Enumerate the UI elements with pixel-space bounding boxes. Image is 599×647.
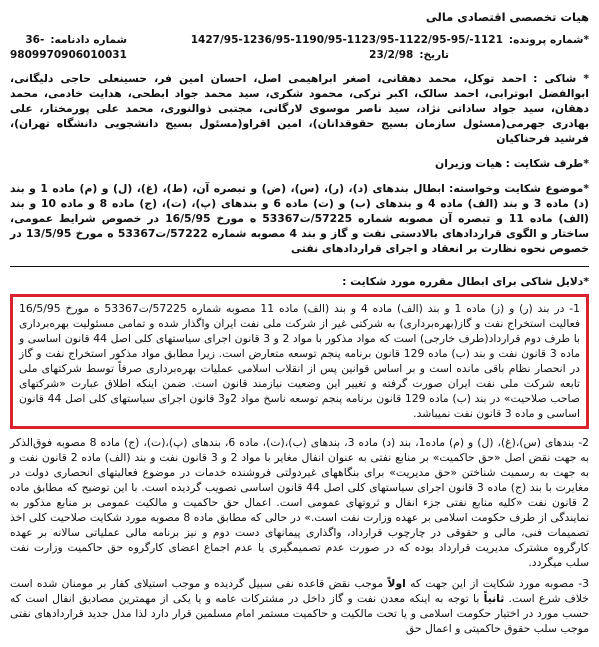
page-title: هیات تخصصی اقتصادی مالی xyxy=(425,10,589,24)
case-number-label: *شماره پرونده: xyxy=(508,34,589,46)
complainants-label: * شاکی : xyxy=(533,72,589,85)
paragraph-3-secondly: ثانیاً xyxy=(483,592,505,605)
complainants-text: احمد توکل، محمد دهقانی، اصغر ابراهیمی اصل، احسان امین فر، حسینعلی حاجی دلیگانی، ابوالفضل ابوترابی، احمد سالک، اکبر ترکی، محمود شکری، سید محمد جواد ابطحی، هدایت خادمی، محمد دهقان، سید جواد ساداتی نژاد، سید ناصر موسوی لارگانی، مجتبی ذوالنوری، محمد علی پورمختار، علی بهادری جهرمی(مسئول سازمان بسیج حقوقدانان)، امین اقراو(مسئول بسیج دانشجویی دانشگاه تهران)، فرشید فرحناکیان xyxy=(10,72,589,145)
paragraph-3 xyxy=(10,576,589,636)
docnum-line xyxy=(10,34,127,46)
subject-text: ابطال بندهای (د)، (ر)، (س)، (ض) و تبصره آن، (ط)، (غ)، (ل) و (م) ماده 1 و بند (د) ماده 3 و بند (الف) ماده 4 و بندهای (ب) و (ت) ماده 6 و بندهای (پ)، (ت)، (ج) ماده 8 و ماده 10 و بند (الف) ماده 11 و تبصره آن مصوبه شماره 57225/ت53367 ه مورخ 16/5/95 در خصوص شرایط عمومی، ساختار و الگوی قراردادهای بالادستی نفت و گاز و بند 4 مصوبه شماره 57222/ت53367 ه مورخ 13/5/95 در خصوص نحوه نظارت بر انعقاد و اجرای قراردادهای نفتی xyxy=(10,182,589,255)
case-meta-right xyxy=(191,34,589,61)
respondent-text: هیات وزیران xyxy=(435,157,503,170)
case-meta-left xyxy=(10,34,127,61)
respondent-section xyxy=(10,156,589,171)
case-meta xyxy=(10,34,589,61)
date-value: 23/2/98 xyxy=(369,49,414,61)
code-value: 9809970906010031 xyxy=(10,49,127,61)
subject-label: *موضوع شکایت وخواسته: xyxy=(449,182,589,195)
case-number-line xyxy=(191,34,589,46)
code-line xyxy=(10,49,127,61)
highlighted-paragraph-1: 1- در بند (ر) و (ز) ماده 1 و بند (الف) ماده 4 و بند (الف) ماده 11 مصوبه شماره 57225/ت53367 ه مورخ 16/5/95 فعالیت استخراج نفت و گاز(بهره‌برداری) به شرکتی غیر از شرکت ملی نفت ایران واگذار شده و تمامی مسئولیت بهره‌برداری با طرف دوم قرارداد(طرف خارجی) است که مواد مذکور با مواد 2 و 3 قانون اجرای سیاستهای کلی اصل 44 قانون اساسی و ماده 3 قانون نفت و بند (ب) ماده 129 قانون برنامه پنجم توسعه متعارض است. زیرا مطابق مواد مذکور استخراج نفت و گاز در انحصار نظام باقی مانده است و بر اساس قوانین پس از انقلاب اسلامی عملیات بهره‌برداری صرفاً توسط شرکتهای ملی تابعه شرکت ملی نفت ایران صورت گرفته و تغییر این وضعیت نیازمند قانون است. ضمن اینکه اطلاق عبارت «شرکتهای صاحب صلاحیت» در بند (ب) ماده 129 قانون برنامه پنجم توسعه ناسخ مواد 2و3 قانون اجرای سیاستهای کلی اصل 44 قانون اساسی و ماده 3 قانون نفت نمیباشد. xyxy=(10,294,589,429)
docnum-value: 36- xyxy=(25,34,45,46)
paragraph-2: 2- بندهای (س)،(غ)، (ل) و (م) ماده1، بند (د) ماده 3، بندهای (ب)،(ت)، ماده 6، بندهای (پ)،(ت)، (ج) ماده 8 مصوبه فوق‌الذکر به جهت نقض اصل «حق حاکمیت» بر منابع نفتی به عنوان انفال مغایر با مواد 2 و 3 قانون نفت و بند (الف) ماده 2 قانون نفت و به جهت به رسمیت شناختن «حق مدیریت» برای بنگاههای غیردولتی فروشنده خدمات در موضوع فعالیتهای انحصاری دولت در مغایرت با بند (ج) ماده 3 قانون اجرای سیاستهای کلی اصل 44 قانون اساسی تصویب گردیده است. با این توضیح که مطابق ماده 2 قانون نفت «کلیه منابع نفتی جزء انفال و ثروتهای عمومی است. اعمال حق حاکمیت و مالکیت عمومی بر منابع مذکور به نمایندگی از طرف حکومت اسلامی بر عهده وزارت نفت است.» در حالی که مطابق ماده 8 مصوبه مورد شکایت صلاحیت کلی اخذ تصمیمات فنی، مالی و حقوقی در چارچوب قرارداد، واگذاری پیمانهای دست دوم و نیز برنامه مالی عملیاتی سالانه بر عهده کارگروه مشترک مدیریت قرارداد بوده که در صورت عدم تصمیمگیری یا عدم اجماع اعضای کارگروه حق حاکمیت وزارت نفت سلب میگردد. xyxy=(10,436,590,569)
date-label: تاریخ: xyxy=(419,49,449,61)
case-number-value: 1427/95-1236/95-1190/95-1123/95-1122/95-95/-1121 xyxy=(190,34,503,46)
paragraph-3-mid: موجب نقض قاعده نفی سبیل گردیده و موجب استیلای کفار بر مومنان شده است خلاف شرع است. xyxy=(10,577,589,605)
respondent-label: *طرف شکایت : xyxy=(505,157,589,170)
complainants-section xyxy=(10,71,589,146)
date-line xyxy=(191,49,449,61)
subject-section xyxy=(10,181,589,256)
reasons-heading: *دلایل شاکی برای ابطال مقرره مورد شکایت : xyxy=(342,275,589,288)
paragraph-3-end: با توجه به اینکه معدن نفت و گاز داخل در مشترکات عامه و یا یکی از مهمترین مصادیق انفال است که حسب مورد در اختیار حکومت اسلامی و یا تحت مالکیت و حاکمیت مستمر امام مسلمین قرار دارد لذا مدل جدید قراردادهای نفتی موجب سلب حقوق حاکمیتی و اعمال حق xyxy=(10,592,589,635)
paragraph-3-firstly: اولاً xyxy=(387,577,406,590)
section-divider xyxy=(10,266,589,267)
docnum-label: شماره دادنامه: xyxy=(50,34,127,46)
paragraph-3-start: 3- مصوبه مورد شکایت از این جهت که xyxy=(405,577,589,590)
